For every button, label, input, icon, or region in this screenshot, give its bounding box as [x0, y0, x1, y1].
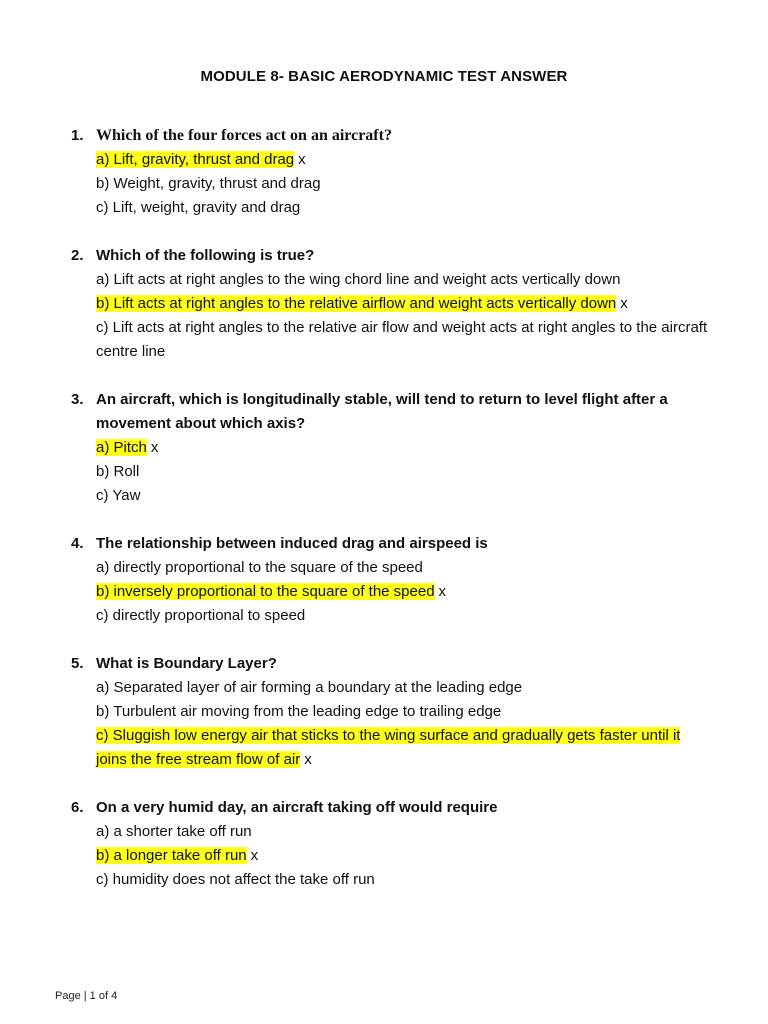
answer-text: a) directly proportional to the square of the speed [96, 559, 423, 576]
question-heading [71, 124, 711, 148]
answer-option-correct [96, 724, 711, 772]
question-text: What is Boundary Layer? [96, 655, 277, 672]
question-5 [71, 652, 711, 772]
question-text: Which of the following is true? [96, 247, 315, 264]
answer-text: a) Lift acts at right angles to the wing chord line and weight acts vertically down [96, 271, 621, 288]
highlighted-answer-text: a) Pitch [96, 439, 147, 456]
answer-option-correct [96, 436, 711, 460]
answer-text: a) a shorter take off run [96, 823, 252, 840]
question-number: 4. [71, 535, 84, 552]
question-text: An aircraft, which is longitudinally stable, will tend to return to level flight after a movement about which axis? [96, 391, 668, 432]
answer-text: c) directly proportional to speed [96, 607, 306, 624]
question-heading [71, 652, 711, 676]
question-2 [71, 244, 711, 364]
question-number: 6. [71, 799, 84, 816]
answer-text: b) Weight, gravity, thrust and drag [96, 175, 321, 192]
answer-text: c) humidity does not affect the take off run [96, 871, 375, 888]
answer-mark: x [438, 583, 447, 600]
answer-option-correct [96, 844, 711, 868]
answer-mark: x [304, 751, 312, 768]
question-number: 3. [71, 391, 84, 408]
answer-option [96, 820, 711, 844]
answer-options [96, 676, 711, 772]
question-text: Which of the four forces act on an aircraft? [96, 127, 392, 144]
answer-option-correct [96, 580, 711, 604]
question-heading [71, 388, 711, 436]
answer-mark: x [150, 439, 159, 456]
answer-option-correct [96, 292, 711, 316]
highlighted-answer-text: b) inversely proportional to the square of the speed [96, 583, 435, 600]
answer-options [96, 148, 711, 220]
question-1 [71, 124, 711, 220]
highlighted-answer-text: b) a longer take off run [96, 847, 247, 864]
answer-text: c) Lift acts at right angles to the relative air flow and weight acts at right angles to the aircraft centre line [96, 319, 708, 360]
question-3 [71, 388, 711, 508]
answer-options [96, 556, 711, 628]
answer-option [96, 868, 711, 892]
page-footer: Page | 1 of 4 [55, 990, 118, 1002]
question-heading [71, 244, 711, 268]
highlighted-answer-text: a) Lift, gravity, thrust and drag [96, 151, 295, 168]
answer-option [96, 460, 711, 484]
question-text: On a very humid day, an aircraft taking off would require [96, 799, 498, 816]
answer-options [96, 820, 711, 892]
answer-option [96, 196, 711, 220]
question-heading [71, 532, 711, 556]
answer-option [96, 700, 711, 724]
answer-mark: x [250, 847, 259, 864]
highlighted-answer-text: c) Sluggish low energy air that sticks to the wing surface and gradually gets faster until it joins the free stream flow of air [96, 727, 681, 768]
question-list [71, 124, 711, 916]
answer-option [96, 676, 711, 700]
question-number: 2. [71, 247, 84, 264]
question-heading [71, 796, 711, 820]
question-text: The relationship between induced drag and airspeed is [96, 535, 488, 552]
answer-option [96, 268, 711, 292]
answer-mark: x [620, 295, 628, 312]
answer-option [96, 484, 711, 508]
answer-option [96, 316, 711, 364]
answer-option-correct [96, 148, 711, 172]
highlighted-answer-text: b) Lift acts at right angles to the relative airflow and weight acts vertically down [96, 295, 617, 312]
question-number: 1. [71, 127, 84, 144]
answer-text: a) Separated layer of air forming a boundary at the leading edge [96, 679, 523, 696]
answer-text: b) Turbulent air moving from the leading edge to trailing edge [96, 703, 502, 720]
answer-mark: x [298, 151, 306, 168]
question-6 [71, 796, 711, 892]
answer-text: b) Roll [96, 463, 140, 480]
document-title: MODULE 8- BASIC AERODYNAMIC TEST ANSWER [200, 68, 568, 85]
answer-option [96, 604, 711, 628]
answer-option [96, 172, 711, 196]
question-4 [71, 532, 711, 628]
answer-options [96, 268, 711, 364]
answer-option [96, 556, 711, 580]
answer-text: c) Lift, weight, gravity and drag [96, 199, 301, 216]
answer-options [96, 436, 711, 508]
question-number: 5. [71, 655, 84, 672]
answer-text: c) Yaw [96, 487, 141, 504]
